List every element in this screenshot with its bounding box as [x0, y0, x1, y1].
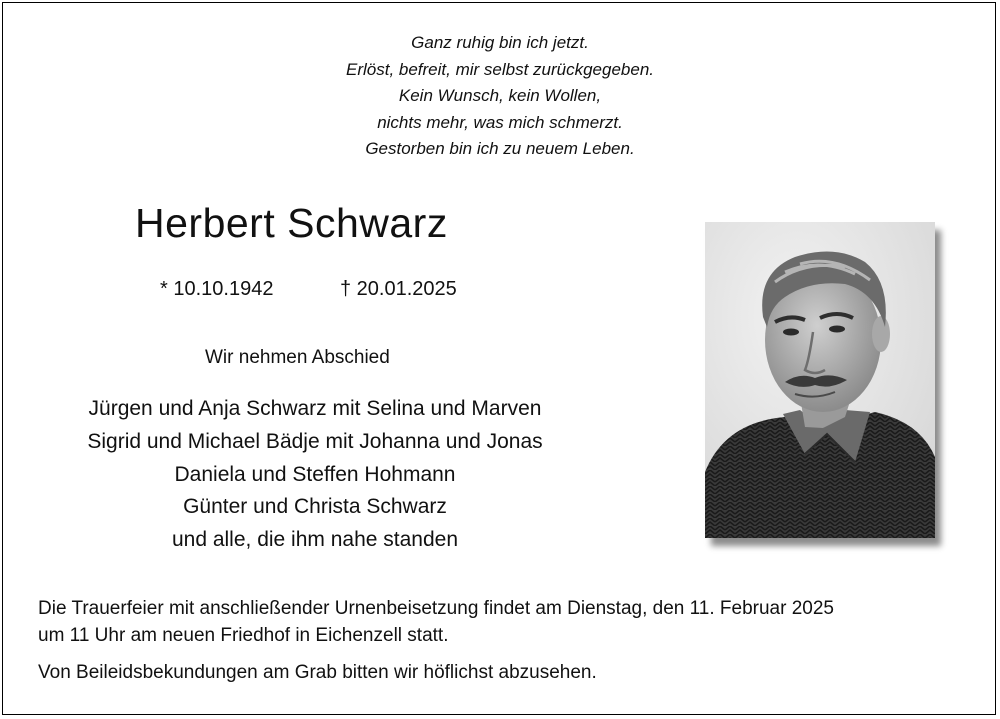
ceremony-line: Die Trauerfeier mit anschließender Urnenbeisetzung findet am Dienstag, den 11. Februar 2025: [38, 598, 834, 619]
poem-line: Gestorben bin ich zu neuem Leben.: [365, 139, 635, 158]
mourner-line: Daniela und Steffen Hohmann: [174, 462, 456, 486]
poem: [250, 30, 750, 163]
birth-date: * 10.10.1942: [160, 278, 274, 300]
mourners-list: [40, 393, 590, 557]
poem-line: Ganz ruhig bin ich jetzt.: [411, 33, 589, 52]
ceremony-line: um 11 Uhr am neuen Friedhof in Eichenzell statt.: [38, 625, 449, 646]
deceased-name: Herbert Schwarz: [135, 200, 448, 246]
mourner-line: Sigrid und Michael Bädje mit Johanna und Jonas: [87, 429, 543, 453]
portrait-photo: [705, 222, 935, 538]
condolence-note: Von Beileidsbekundungen am Grab bitten wir höflichst abzusehen.: [38, 662, 597, 683]
mourner-line: Jürgen und Anja Schwarz mit Selina und Marven: [88, 397, 542, 420]
poem-line: nichts mehr, was mich schmerzt.: [377, 112, 623, 132]
poem-line: Erlöst, befreit, mir selbst zurückgegeben.: [345, 59, 655, 79]
ceremony-notice: [38, 595, 938, 686]
farewell-heading: Wir nehmen Abschied: [205, 347, 390, 368]
mourner-line: Günter und Christa Schwarz: [183, 495, 447, 519]
death-date: † 20.01.2025: [340, 278, 457, 300]
mourner-line: und alle, die ihm nahe standen: [171, 528, 459, 552]
poem-line: Kein Wunsch, kein Wollen,: [398, 86, 602, 105]
